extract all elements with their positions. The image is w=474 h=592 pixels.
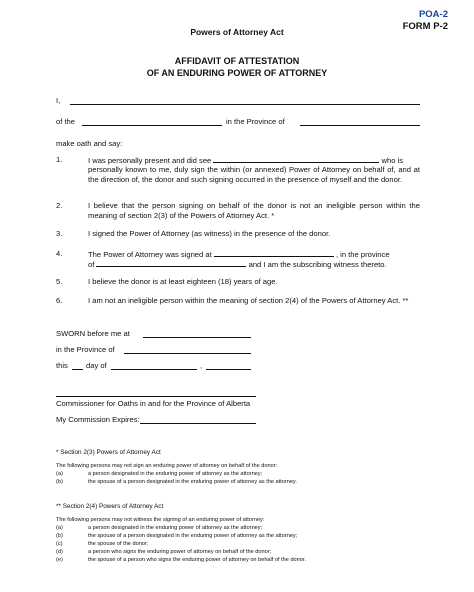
- sworn-comma: ,: [200, 361, 203, 370]
- footnote-1-letter: (b): [56, 479, 63, 485]
- sworn-place-field[interactable]: [143, 337, 251, 338]
- footnote-1-lead: The following persons may not sign an enduring power of attorney on behalf of the donor:: [56, 463, 278, 469]
- item-number: 3.: [56, 229, 63, 238]
- item-4-post: and I am the subscribing witness thereto.: [248, 260, 387, 269]
- item-4-line2: [88, 259, 420, 270]
- item-3-text: I signed the Power of Attorney (as witness) in the presence of the donor.: [88, 229, 331, 238]
- deponent-province-field[interactable]: [300, 125, 420, 126]
- i-label: I,: [56, 96, 61, 105]
- item-4-pre: The Power of Attorney was signed at: [88, 250, 212, 259]
- footnote-2-item: a person designated in the enduring power of attorney as the attorney;: [88, 525, 263, 531]
- footnote-1-letter: (a): [56, 471, 63, 477]
- commissioner-signature-line[interactable]: [56, 396, 256, 397]
- form-heading-line2: OF AN ENDURING POWER OF ATTORNEY: [146, 68, 328, 78]
- footnote-2-letter: (c): [56, 541, 63, 547]
- form-code-p2: FORM P-2: [402, 21, 448, 32]
- item-number: 4.: [56, 249, 63, 258]
- sworn-before-label: SWORN before me at: [56, 329, 130, 338]
- sworn-day-field[interactable]: [72, 369, 83, 370]
- item-number: 2.: [56, 201, 63, 210]
- item-number: 5.: [56, 277, 63, 286]
- commissioner-title: Commissioner for Oaths in and for the Province of Alberta: [56, 399, 251, 408]
- in-province-label: in the Province of: [226, 117, 285, 126]
- deponent-city-field[interactable]: [82, 125, 222, 126]
- form-code-poa: POA-2: [418, 9, 448, 20]
- item-1-post: who is: [381, 156, 404, 165]
- act-title: Powers of Attorney Act: [190, 27, 284, 37]
- item-4-mid: , in the province: [335, 250, 390, 259]
- donor-name-field[interactable]: [213, 155, 379, 163]
- sworn-day-of-label: day of: [86, 361, 107, 370]
- footnote-2-item: the spouse of a person who signs the enduring power of attorney on behalf of the donor.: [88, 557, 306, 563]
- item-number: 6.: [56, 296, 63, 305]
- form-heading-line1: AFFIDAVIT OF ATTESTATION: [174, 56, 300, 66]
- footnote-1-item: the spouse of a person designated in the enduring power of attorney as the attorney.: [88, 479, 297, 485]
- signing-place-field[interactable]: [214, 249, 334, 257]
- deponent-name-field[interactable]: [70, 104, 420, 105]
- footnote-2-item: the spouse of the donor;: [88, 541, 149, 547]
- of-the-label: of the: [56, 117, 75, 126]
- sworn-month-field[interactable]: [111, 369, 197, 370]
- commission-expires-field[interactable]: [140, 423, 256, 424]
- sworn-province-label: in the Province of: [56, 345, 115, 354]
- sworn-province-field[interactable]: [124, 353, 251, 354]
- footnote-1-item: a person designated in the enduring power of attorney as the attorney;: [88, 471, 263, 477]
- signing-province-field[interactable]: [96, 259, 246, 267]
- footnote-2-heading: ** Section 2(4) Powers of Attorney Act: [56, 503, 164, 510]
- item-number: 1.: [56, 155, 63, 164]
- footnote-2-letter: (b): [56, 533, 63, 539]
- footnote-2-letter: (e): [56, 557, 63, 563]
- sworn-year-field[interactable]: [206, 369, 251, 370]
- item-1-rest: personally known to me, duly sign the within (or annexed) Power of Attorney on behalf of, and at the direction of, the donor and such signing occurred in the presence of myself and the donor.: [88, 165, 420, 184]
- make-oath-label: make oath and say:: [56, 139, 123, 148]
- footnote-2-letter: (d): [56, 549, 63, 555]
- footnote-2-letter: (a): [56, 525, 63, 531]
- footnote-2-item: the spouse of a person designated in the enduring power of attorney as the attorney;: [88, 533, 298, 539]
- commission-expires-label: My Commission Expires:: [56, 415, 140, 424]
- item-5-text: I believe the donor is at least eighteen (18) years of age.: [88, 277, 278, 286]
- sworn-this-label: this: [56, 361, 68, 370]
- item-2-text: I believe that the person signing on behalf of the donor is not an ineligible person within the meaning of section 2(3) of the Powers of Attorney Act. *: [88, 201, 420, 220]
- footnote-2-lead: The following persons may not witness the signing of an enduring power of attorney:: [56, 517, 265, 523]
- item-1-pre: I was personally present and did see: [88, 156, 212, 165]
- item-4-of: of: [88, 260, 95, 269]
- footnote-2-item: a person who signs the enduring power of attorney on behalf of the donor;: [88, 549, 272, 555]
- footnote-1-heading: * Section 2(3) Powers of Attorney Act: [56, 449, 161, 456]
- item-6-text: I am not an ineligible person within the meaning of section 2(4) of the Powers of Attorney Act. **: [88, 296, 409, 305]
